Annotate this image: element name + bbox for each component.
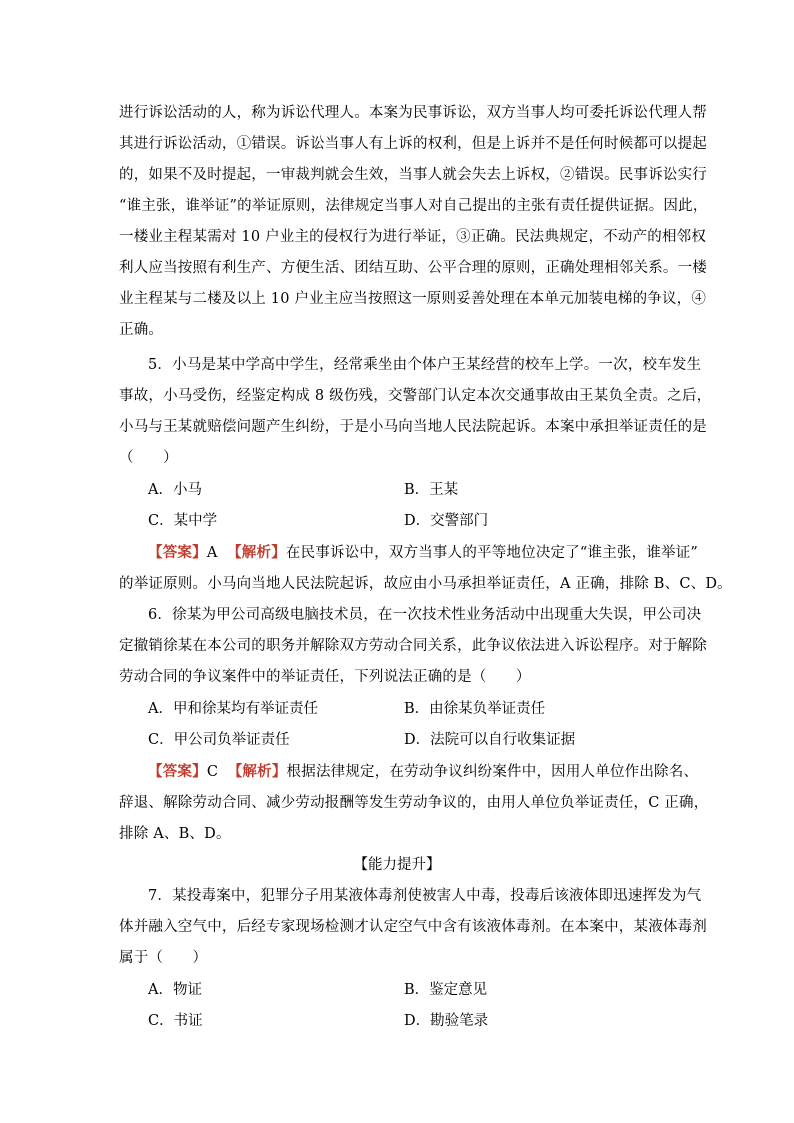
analysis-text-line: 利人应当按照有利生产、方便生活、团结互助、公平合理的原则，正确处理相邻关系。一楼 [119,260,707,276]
question-6-analysis-line: 辞退、解除劳动合同、减少劳动报酬等发生劳动争议的，由用人单位负举证责任，C 正确， [119,795,709,811]
question-7-option-a: A．物证 [148,982,202,998]
question-5-stem: （ ） [119,450,178,466]
question-6-stem: 定撤销徐某在本公司的职务并解除双方劳动合同关系，此争议依法进入诉讼程序。对于解除 [119,638,707,654]
question-7-option-b: B．鉴定意见 [404,982,488,998]
answer-value: C [206,764,219,780]
section-heading: 【能力提升】 [353,857,441,873]
question-6-option-a: A．甲和徐某均有举证责任 [148,701,318,717]
question-5-answer-line [148,541,698,562]
question-5-stem: 5．小马是某中学高中学生，经常乘坐由个体户王某经营的校车上学。一次，校车发生 [148,357,702,373]
question-5-option-a: A．小马 [148,482,202,498]
answer-value: A [206,545,218,561]
question-6-analysis-line: 排除 A、B、D。 [119,826,231,842]
analysis-text-line: 一楼业主程某需对 10 户业主的侵权行为进行举证，③正确。民法典规定，不动产的相邻权 [119,229,707,245]
analysis-text-line: 的，如果不及时提起，一审裁判就会生效，当事人就会失去上诉权，②错误。民事诉讼实行 [119,167,707,183]
analysis-text-line: 正确。 [119,322,164,338]
analysis-text-line: 业主程某与二楼及以上 10 户业主应当按照这一原则妥善处理在本单元加装电梯的争议，④ [119,291,707,307]
question-7-option-c: C．书证 [148,1013,203,1029]
question-5-stem: 事故，小马受伤，经鉴定构成 8 级伤残，交警部门认定本次交通事故由王某负全责。之后， [119,388,712,404]
question-6-stem: 劳动合同的争议案件中的举证责任，下列说法正确的是（ ） [119,669,531,685]
analysis-tag: 【解析】 [227,544,286,561]
analysis-text: 在民事诉讼中，双方当事人的平等地位决定了“谁主张，谁举证” [285,545,699,561]
question-5-option-c: C．某中学 [148,513,218,529]
question-7-stem: 体并融入空气中，后经专家现场检测才认定空气中含有该液体毒剂。在本案中，某液体毒剂 [119,919,707,935]
question-6-stem: 6．徐某为甲公司高级电脑技术员，在一次技术性业务活动中出现重大失误，甲公司决 [148,607,702,623]
analysis-text-line: 进行诉讼活动的人，称为诉讼代理人。本案为民事诉讼，双方当事人均可委托诉讼代理人帮 [119,105,707,121]
analysis-tag: 【解析】 [227,763,287,780]
analysis-text-line: 其进行诉讼活动，①错误。诉讼当事人有上诉的权利，但是上诉并不是任何时候都可以提起 [119,136,707,152]
question-6-option-c: C．甲公司负举证责任 [148,732,290,748]
question-6-option-d: D．法院可以自行收集证据 [404,732,576,748]
question-5-option-d: D．交警部门 [404,513,489,529]
question-5-analysis-line: 的举证原则。小马向当地人民法院起诉，故应由小马承担举证责任，A 正确，排除 B、C、D。 [119,576,732,592]
question-5-stem: 小马与王某就赔偿问题产生纠纷，于是小马向当地人民法院起诉。本案中承担举证责任的是 [119,419,707,435]
question-6-option-b: B．由徐某负举证责任 [404,701,546,717]
analysis-text: 根据法律规定，在劳动争议纠纷案件中，因用人单位作出除名、 [286,764,699,780]
question-7-stem: 属于（ ） [119,950,208,966]
analysis-text-line: “谁主张，谁举证”的举证原则，法律规定当事人对自己提出的主张有责任提供证据。因此， [119,198,708,214]
question-7-option-d: D．勘验笔录 [404,1013,489,1029]
answer-tag: 【答案】 [148,544,207,561]
question-7-stem: 7．某投毒案中，犯罪分子用某液体毒剂使被害人中毒，投毒后该液体即迅速挥发为气 [148,888,702,904]
answer-tag: 【答案】 [148,763,207,780]
question-5-option-b: B．王某 [404,482,459,498]
question-6-answer-line [148,760,698,781]
